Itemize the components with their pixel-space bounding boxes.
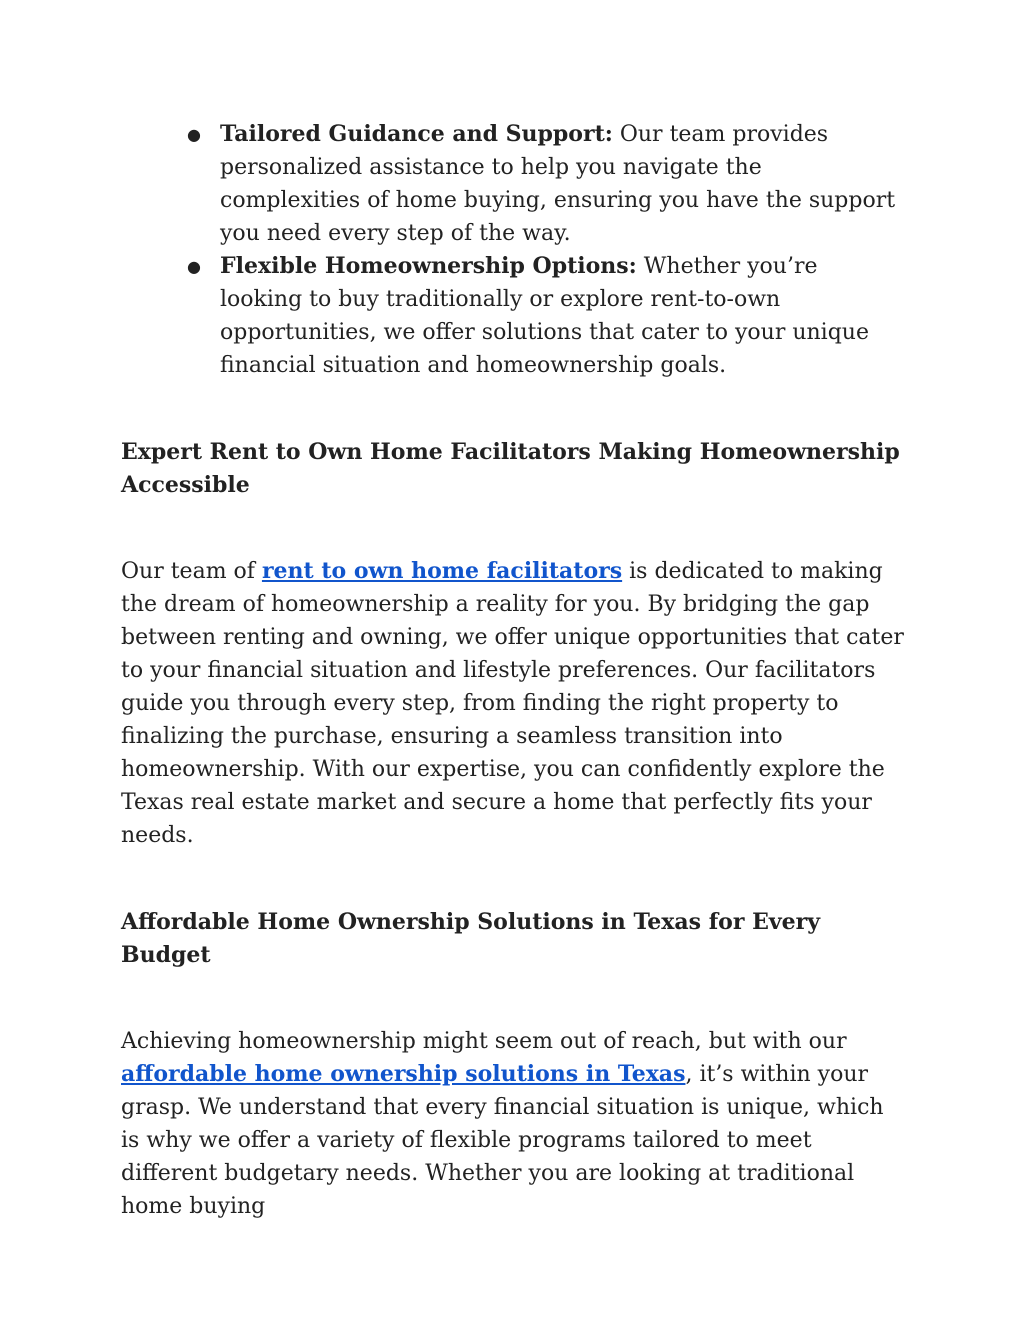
section-heading-affordable-solutions: Affordable Home Ownership Solutions in Texas for Every Budget: [121, 909, 821, 968]
paragraph-text: Our team of: [121, 559, 262, 584]
bullet-item-tailored-guidance: [187, 118, 906, 250]
affordable-solutions-link[interactable]: affordable home ownership solutions in Texas: [121, 1061, 686, 1087]
bullet-heading: Tailored Guidance and Support:: [220, 121, 613, 147]
section-heading-rent-to-own: Expert Rent to Own Home Facilitators Making Homeownership Accessible: [121, 439, 900, 498]
section-paragraph-affordable-solutions: [121, 1025, 906, 1223]
bullet-heading: Flexible Homeownership Options:: [220, 253, 637, 279]
section-paragraph-rent-to-own: [121, 555, 906, 852]
bullet-item-flexible-options: [187, 250, 906, 382]
paragraph-text: Achieving homeownership might seem out of reach, but with our: [121, 1029, 847, 1054]
bullet-icon: ●: [187, 125, 201, 144]
bullet-text: Whether you’re looking to buy traditionally or explore rent-to-own opportunities, we offer solutions that cater to your unique financial situation and homeownership goals.: [220, 254, 869, 378]
rent-to-own-facilitators-link[interactable]: rent to own home facilitators: [261, 558, 623, 584]
document-body: [121, 118, 906, 1223]
feature-bullet-list: [121, 118, 906, 382]
paragraph-text: is dedicated to making the dream of homeownership a reality for you. By bridging the gap between renting and owning, we offer unique opportunities that cater to your financial situation and lifestyle preferences. Our facilitators guide you through every step, from finding the right property to finalizing the purchase, ensuring a seamless transition into homeownership. With our expertise, you can confidently explore the Texas real estate market and secure a home that perfectly fits your needs.: [121, 559, 904, 848]
bullet-icon: ●: [187, 257, 201, 276]
bullet-text: Our team provides personalized assistance to help you navigate the complexities of home buying, ensuring you have the support you need every step of the way.: [220, 122, 896, 246]
paragraph-text: , it’s within your grasp. We understand that every financial situation is unique, which is why we offer a variety of flexible programs tailored to meet different budgetary needs. Whether you are looking at traditional home buying: [121, 1062, 884, 1219]
